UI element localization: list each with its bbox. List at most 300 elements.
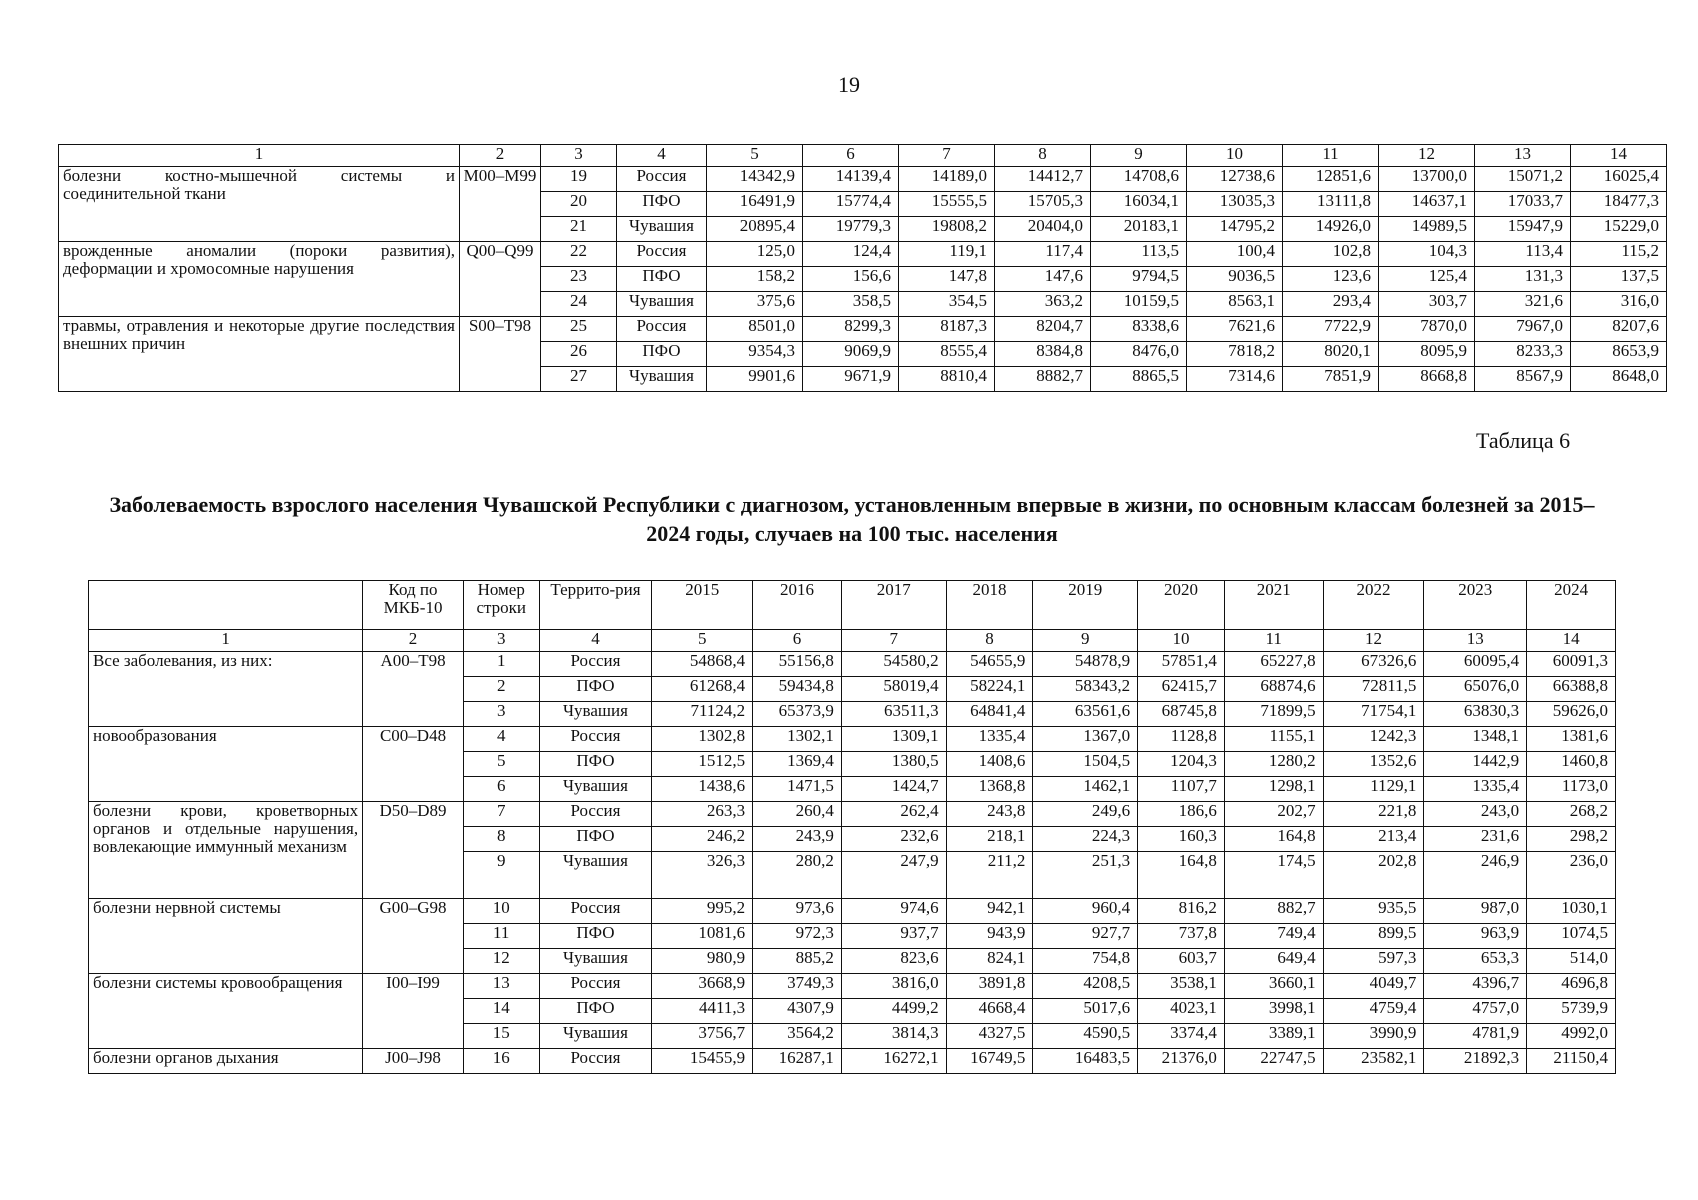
value-cell: 358,5: [803, 292, 899, 317]
value-cell: 137,5: [1571, 267, 1667, 292]
value-cell: 164,8: [1224, 827, 1323, 852]
header-year: 2015: [652, 581, 753, 630]
disease-class-name: болезни крови, кроветворных органов и отдельные нарушения, вовлекающие иммунный механизм: [89, 802, 363, 899]
value-cell: 23582,1: [1323, 1049, 1424, 1074]
value-cell: 13111,8: [1283, 192, 1379, 217]
value-cell: 8204,7: [995, 317, 1091, 342]
territory: Чувашия: [539, 1024, 652, 1049]
value-cell: 8668,8: [1379, 367, 1475, 392]
value-cell: 1504,5: [1033, 752, 1138, 777]
value-cell: 68745,8: [1138, 702, 1225, 727]
column-index: 6: [753, 630, 842, 652]
line-number: 10: [463, 899, 539, 924]
territory: ПФО: [539, 677, 652, 702]
value-cell: 54580,2: [841, 652, 946, 677]
line-number: 15: [463, 1024, 539, 1049]
value-cell: 249,6: [1033, 802, 1138, 827]
column-index: 4: [539, 630, 652, 652]
value-cell: 649,4: [1224, 949, 1323, 974]
icd-code: C00–D48: [363, 727, 464, 802]
value-cell: 1081,6: [652, 924, 753, 949]
value-cell: 12851,6: [1283, 167, 1379, 192]
value-cell: 18477,3: [1571, 192, 1667, 217]
value-cell: 21376,0: [1138, 1049, 1225, 1074]
value-cell: 4781,9: [1424, 1024, 1527, 1049]
territory: Россия: [539, 802, 652, 827]
table-row: [89, 1049, 1616, 1074]
value-cell: 7818,2: [1187, 342, 1283, 367]
line-number: 1: [463, 652, 539, 677]
value-cell: 1074,5: [1527, 924, 1616, 949]
territory: Россия: [539, 974, 652, 999]
header-code: Код по МКБ-10: [363, 581, 464, 630]
value-cell: 8207,6: [1571, 317, 1667, 342]
line-number: 14: [463, 999, 539, 1024]
column-index: 7: [899, 145, 995, 167]
value-cell: 9354,3: [707, 342, 803, 367]
territory: Россия: [617, 317, 707, 342]
line-number: 27: [541, 367, 617, 392]
value-cell: 14189,0: [899, 167, 995, 192]
value-cell: 20895,4: [707, 217, 803, 242]
header-year: 2017: [841, 581, 946, 630]
value-cell: 63511,3: [841, 702, 946, 727]
value-cell: 326,3: [652, 852, 753, 899]
column-index: 7: [841, 630, 946, 652]
value-cell: 147,8: [899, 267, 995, 292]
value-cell: 749,4: [1224, 924, 1323, 949]
line-number: 13: [463, 974, 539, 999]
value-cell: 13035,3: [1187, 192, 1283, 217]
value-cell: 1302,1: [753, 727, 842, 752]
column-index: 14: [1527, 630, 1616, 652]
value-cell: 186,6: [1138, 802, 1225, 827]
value-cell: 885,2: [753, 949, 842, 974]
value-cell: 1462,1: [1033, 777, 1138, 802]
value-cell: 247,9: [841, 852, 946, 899]
value-cell: 8095,9: [1379, 342, 1475, 367]
header-row: [89, 581, 1616, 630]
value-cell: 260,4: [753, 802, 842, 827]
value-cell: 232,6: [841, 827, 946, 852]
value-cell: 1348,1: [1424, 727, 1527, 752]
table-label: Таблица 6: [1476, 428, 1571, 453]
value-cell: 243,8: [946, 802, 1033, 827]
value-cell: 9069,9: [803, 342, 899, 367]
value-cell: 8020,1: [1283, 342, 1379, 367]
value-cell: 4327,5: [946, 1024, 1033, 1049]
value-cell: 160,3: [1138, 827, 1225, 852]
value-cell: 3756,7: [652, 1024, 753, 1049]
line-number: 23: [541, 267, 617, 292]
territory: ПФО: [539, 752, 652, 777]
value-cell: 8299,3: [803, 317, 899, 342]
value-cell: 58343,2: [1033, 677, 1138, 702]
line-number: 4: [463, 727, 539, 752]
territory: Чувашия: [617, 217, 707, 242]
value-cell: 4992,0: [1527, 1024, 1616, 1049]
territory: Россия: [539, 652, 652, 677]
disease-class-name: болезни системы кровообращения: [89, 974, 363, 1049]
value-cell: 9671,9: [803, 367, 899, 392]
value-cell: 1204,3: [1138, 752, 1225, 777]
header-year: 2022: [1323, 581, 1424, 630]
value-cell: 54655,9: [946, 652, 1033, 677]
value-cell: 963,9: [1424, 924, 1527, 949]
value-cell: 1367,0: [1033, 727, 1138, 752]
territory: Россия: [539, 1049, 652, 1074]
value-cell: 13700,0: [1379, 167, 1475, 192]
value-cell: 823,6: [841, 949, 946, 974]
value-cell: 816,2: [1138, 899, 1225, 924]
value-cell: 942,1: [946, 899, 1033, 924]
value-cell: 3891,8: [946, 974, 1033, 999]
value-cell: 980,9: [652, 949, 753, 974]
value-cell: 125,4: [1379, 267, 1475, 292]
value-cell: 62415,7: [1138, 677, 1225, 702]
value-cell: 14795,2: [1187, 217, 1283, 242]
value-cell: 14926,0: [1283, 217, 1379, 242]
value-cell: 363,2: [995, 292, 1091, 317]
territory: Россия: [617, 242, 707, 267]
value-cell: 58019,4: [841, 677, 946, 702]
value-cell: 5739,9: [1527, 999, 1616, 1024]
line-number: 19: [541, 167, 617, 192]
value-cell: 298,2: [1527, 827, 1616, 852]
disease-class-name: болезни нервной системы: [89, 899, 363, 974]
value-cell: 1368,8: [946, 777, 1033, 802]
line-number: 12: [463, 949, 539, 974]
value-cell: 8555,4: [899, 342, 995, 367]
value-cell: 57851,4: [1138, 652, 1225, 677]
value-cell: 8567,9: [1475, 367, 1571, 392]
column-index: 5: [707, 145, 803, 167]
value-cell: 246,9: [1424, 852, 1527, 899]
value-cell: 7314,6: [1187, 367, 1283, 392]
value-cell: 943,9: [946, 924, 1033, 949]
disease-class-name: Все заболевания, из них:: [89, 652, 363, 727]
territory: Чувашия: [539, 852, 652, 899]
value-cell: 4668,4: [946, 999, 1033, 1024]
value-cell: 63830,3: [1424, 702, 1527, 727]
value-cell: 213,4: [1323, 827, 1424, 852]
value-cell: 71754,1: [1323, 702, 1424, 727]
value-cell: 67326,6: [1323, 652, 1424, 677]
column-index: 13: [1424, 630, 1527, 652]
value-cell: 1381,6: [1527, 727, 1616, 752]
value-cell: 1512,5: [652, 752, 753, 777]
territory: ПФО: [539, 999, 652, 1024]
value-cell: 354,5: [899, 292, 995, 317]
value-cell: 3538,1: [1138, 974, 1225, 999]
value-cell: 3816,0: [841, 974, 946, 999]
value-cell: 1442,9: [1424, 752, 1527, 777]
page-number: 19: [838, 72, 860, 97]
territory: Россия: [539, 899, 652, 924]
value-cell: 995,2: [652, 899, 753, 924]
value-cell: 1335,4: [1424, 777, 1527, 802]
value-cell: 653,3: [1424, 949, 1527, 974]
value-cell: 8882,7: [995, 367, 1091, 392]
value-cell: 3389,1: [1224, 1024, 1323, 1049]
value-cell: 3564,2: [753, 1024, 842, 1049]
value-cell: 20404,0: [995, 217, 1091, 242]
column-index: 8: [995, 145, 1091, 167]
value-cell: 263,3: [652, 802, 753, 827]
column-index: 12: [1379, 145, 1475, 167]
value-cell: 59434,8: [753, 677, 842, 702]
value-cell: 280,2: [753, 852, 842, 899]
value-cell: 10159,5: [1091, 292, 1187, 317]
value-cell: 1460,8: [1527, 752, 1616, 777]
column-index: 1: [89, 630, 363, 652]
header-year: 2016: [753, 581, 842, 630]
value-cell: 16749,5: [946, 1049, 1033, 1074]
table-row: [89, 974, 1616, 999]
value-cell: 8810,4: [899, 367, 995, 392]
value-cell: 16483,5: [1033, 1049, 1138, 1074]
value-cell: 65373,9: [753, 702, 842, 727]
value-cell: 974,6: [841, 899, 946, 924]
territory: ПФО: [617, 192, 707, 217]
value-cell: 262,4: [841, 802, 946, 827]
value-cell: 102,8: [1283, 242, 1379, 267]
value-cell: 147,6: [995, 267, 1091, 292]
line-number: 26: [541, 342, 617, 367]
value-cell: 14708,6: [1091, 167, 1187, 192]
value-cell: 514,0: [1527, 949, 1616, 974]
value-cell: 71899,5: [1224, 702, 1323, 727]
territory: Чувашия: [539, 777, 652, 802]
continued-table: [58, 144, 1667, 392]
column-index-row: [89, 630, 1616, 652]
header-territory: Террито-рия: [539, 581, 652, 630]
value-cell: 19808,2: [899, 217, 995, 242]
column-index: 10: [1187, 145, 1283, 167]
value-cell: 899,5: [1323, 924, 1424, 949]
value-cell: 1155,1: [1224, 727, 1323, 752]
value-cell: 236,0: [1527, 852, 1616, 899]
value-cell: 174,5: [1224, 852, 1323, 899]
value-cell: 60091,3: [1527, 652, 1616, 677]
disease-class-name: врожденные аномалии (пороки развития), деформации и хромосомные нарушения: [59, 242, 460, 317]
value-cell: 100,4: [1187, 242, 1283, 267]
table-row: [89, 899, 1616, 924]
value-cell: 202,7: [1224, 802, 1323, 827]
line-number: 9: [463, 852, 539, 899]
value-cell: 1438,6: [652, 777, 753, 802]
header-year: 2021: [1224, 581, 1323, 630]
value-cell: 7967,0: [1475, 317, 1571, 342]
value-cell: 1242,3: [1323, 727, 1424, 752]
line-number: 7: [463, 802, 539, 827]
icd-code: D50–D89: [363, 802, 464, 899]
value-cell: 1471,5: [753, 777, 842, 802]
value-cell: 597,3: [1323, 949, 1424, 974]
value-cell: 117,4: [995, 242, 1091, 267]
value-cell: 1309,1: [841, 727, 946, 752]
icd-code: G00–G98: [363, 899, 464, 974]
icd-code: J00–J98: [363, 1049, 464, 1074]
value-cell: 3998,1: [1224, 999, 1323, 1024]
value-cell: 3374,4: [1138, 1024, 1225, 1049]
value-cell: 15705,3: [995, 192, 1091, 217]
header-year: 2024: [1527, 581, 1616, 630]
value-cell: 12738,6: [1187, 167, 1283, 192]
value-cell: 7870,0: [1379, 317, 1475, 342]
value-cell: 1302,8: [652, 727, 753, 752]
value-cell: 16272,1: [841, 1049, 946, 1074]
value-cell: 8187,3: [899, 317, 995, 342]
value-cell: 737,8: [1138, 924, 1225, 949]
disease-class-name: травмы, отравления и некоторые другие последствия внешних причин: [59, 317, 460, 392]
value-cell: 1298,1: [1224, 777, 1323, 802]
line-number: 6: [463, 777, 539, 802]
header-line: Номер строки: [463, 581, 539, 630]
value-cell: 1380,5: [841, 752, 946, 777]
value-cell: 17033,7: [1475, 192, 1571, 217]
value-cell: 268,2: [1527, 802, 1616, 827]
value-cell: 115,2: [1571, 242, 1667, 267]
value-cell: 8653,9: [1571, 342, 1667, 367]
value-cell: 15774,4: [803, 192, 899, 217]
value-cell: 960,4: [1033, 899, 1138, 924]
value-cell: 987,0: [1424, 899, 1527, 924]
icd-code: S00–T98: [460, 317, 541, 392]
value-cell: 4757,0: [1424, 999, 1527, 1024]
value-cell: 16287,1: [753, 1049, 842, 1074]
territory: Чувашия: [539, 949, 652, 974]
table-row: [89, 802, 1616, 827]
value-cell: 15947,9: [1475, 217, 1571, 242]
value-cell: 16491,9: [707, 192, 803, 217]
line-number: 22: [541, 242, 617, 267]
icd-code: Q00–Q99: [460, 242, 541, 317]
value-cell: 927,7: [1033, 924, 1138, 949]
column-index: 9: [1091, 145, 1187, 167]
value-cell: 754,8: [1033, 949, 1138, 974]
value-cell: 882,7: [1224, 899, 1323, 924]
line-number: 5: [463, 752, 539, 777]
value-cell: 21150,4: [1527, 1049, 1616, 1074]
value-cell: 54878,9: [1033, 652, 1138, 677]
value-cell: 63561,6: [1033, 702, 1138, 727]
table-row: [89, 652, 1616, 677]
value-cell: 15555,5: [899, 192, 995, 217]
value-cell: 9036,5: [1187, 267, 1283, 292]
value-cell: 5017,6: [1033, 999, 1138, 1024]
value-cell: 8648,0: [1571, 367, 1667, 392]
territory: ПФО: [539, 827, 652, 852]
value-cell: 20183,1: [1091, 217, 1187, 242]
column-index: 3: [541, 145, 617, 167]
value-cell: 973,6: [753, 899, 842, 924]
value-cell: 4411,3: [652, 999, 753, 1024]
column-index: 12: [1323, 630, 1424, 652]
value-cell: 8384,8: [995, 342, 1091, 367]
morbidity-table: [88, 580, 1616, 1074]
value-cell: 158,2: [707, 267, 803, 292]
value-cell: 7621,6: [1187, 317, 1283, 342]
column-index: 5: [652, 630, 753, 652]
value-cell: 14139,4: [803, 167, 899, 192]
value-cell: 824,1: [946, 949, 1033, 974]
line-number: 21: [541, 217, 617, 242]
value-cell: 8476,0: [1091, 342, 1187, 367]
value-cell: 935,5: [1323, 899, 1424, 924]
value-cell: 4759,4: [1323, 999, 1424, 1024]
table-row: [59, 242, 1667, 267]
value-cell: 8563,1: [1187, 292, 1283, 317]
value-cell: 937,7: [841, 924, 946, 949]
line-number: 2: [463, 677, 539, 702]
value-cell: 9794,5: [1091, 267, 1187, 292]
line-number: 8: [463, 827, 539, 852]
territory: ПФО: [617, 342, 707, 367]
value-cell: 59626,0: [1527, 702, 1616, 727]
value-cell: 221,8: [1323, 802, 1424, 827]
value-cell: 1369,4: [753, 752, 842, 777]
value-cell: 14412,7: [995, 167, 1091, 192]
value-cell: 15071,2: [1475, 167, 1571, 192]
value-cell: 1030,1: [1527, 899, 1616, 924]
line-number: 3: [463, 702, 539, 727]
value-cell: 4590,5: [1033, 1024, 1138, 1049]
disease-class-name: новообразования: [89, 727, 363, 802]
value-cell: 55156,8: [753, 652, 842, 677]
value-cell: 1128,8: [1138, 727, 1225, 752]
value-cell: 8501,0: [707, 317, 803, 342]
value-cell: 8338,6: [1091, 317, 1187, 342]
header-name: [89, 581, 363, 630]
value-cell: 246,2: [652, 827, 753, 852]
value-cell: 9901,6: [707, 367, 803, 392]
column-index-row: [59, 145, 1667, 167]
value-cell: 123,6: [1283, 267, 1379, 292]
value-cell: 243,9: [753, 827, 842, 852]
header-year: 2020: [1138, 581, 1225, 630]
table-title: Заболеваемость взрослого населения Чувашской Республики с диагнозом, установленным впервые в жизни, по основным классам болезней за 2015–2024 годы, случаев на 100 тыс. населения: [109, 492, 1595, 546]
value-cell: 22747,5: [1224, 1049, 1323, 1074]
column-index: 9: [1033, 630, 1138, 652]
value-cell: 1129,1: [1323, 777, 1424, 802]
value-cell: 1335,4: [946, 727, 1033, 752]
disease-class-name: болезни костно-мышечной системы и соединительной ткани: [59, 167, 460, 242]
value-cell: 71124,2: [652, 702, 753, 727]
value-cell: 4307,9: [753, 999, 842, 1024]
column-index: 11: [1283, 145, 1379, 167]
value-cell: 375,6: [707, 292, 803, 317]
value-cell: 14637,1: [1379, 192, 1475, 217]
line-number: 16: [463, 1049, 539, 1074]
value-cell: 8233,3: [1475, 342, 1571, 367]
value-cell: 131,3: [1475, 267, 1571, 292]
icd-code: I00–I99: [363, 974, 464, 1049]
value-cell: 15229,0: [1571, 217, 1667, 242]
value-cell: 64841,4: [946, 702, 1033, 727]
column-index: 10: [1138, 630, 1225, 652]
value-cell: 321,6: [1475, 292, 1571, 317]
territory: Россия: [617, 167, 707, 192]
value-cell: 3749,3: [753, 974, 842, 999]
territory: Чувашия: [617, 367, 707, 392]
column-index: 6: [803, 145, 899, 167]
value-cell: 972,3: [753, 924, 842, 949]
line-number: 24: [541, 292, 617, 317]
value-cell: 1408,6: [946, 752, 1033, 777]
value-cell: 316,0: [1571, 292, 1667, 317]
value-cell: 4208,5: [1033, 974, 1138, 999]
